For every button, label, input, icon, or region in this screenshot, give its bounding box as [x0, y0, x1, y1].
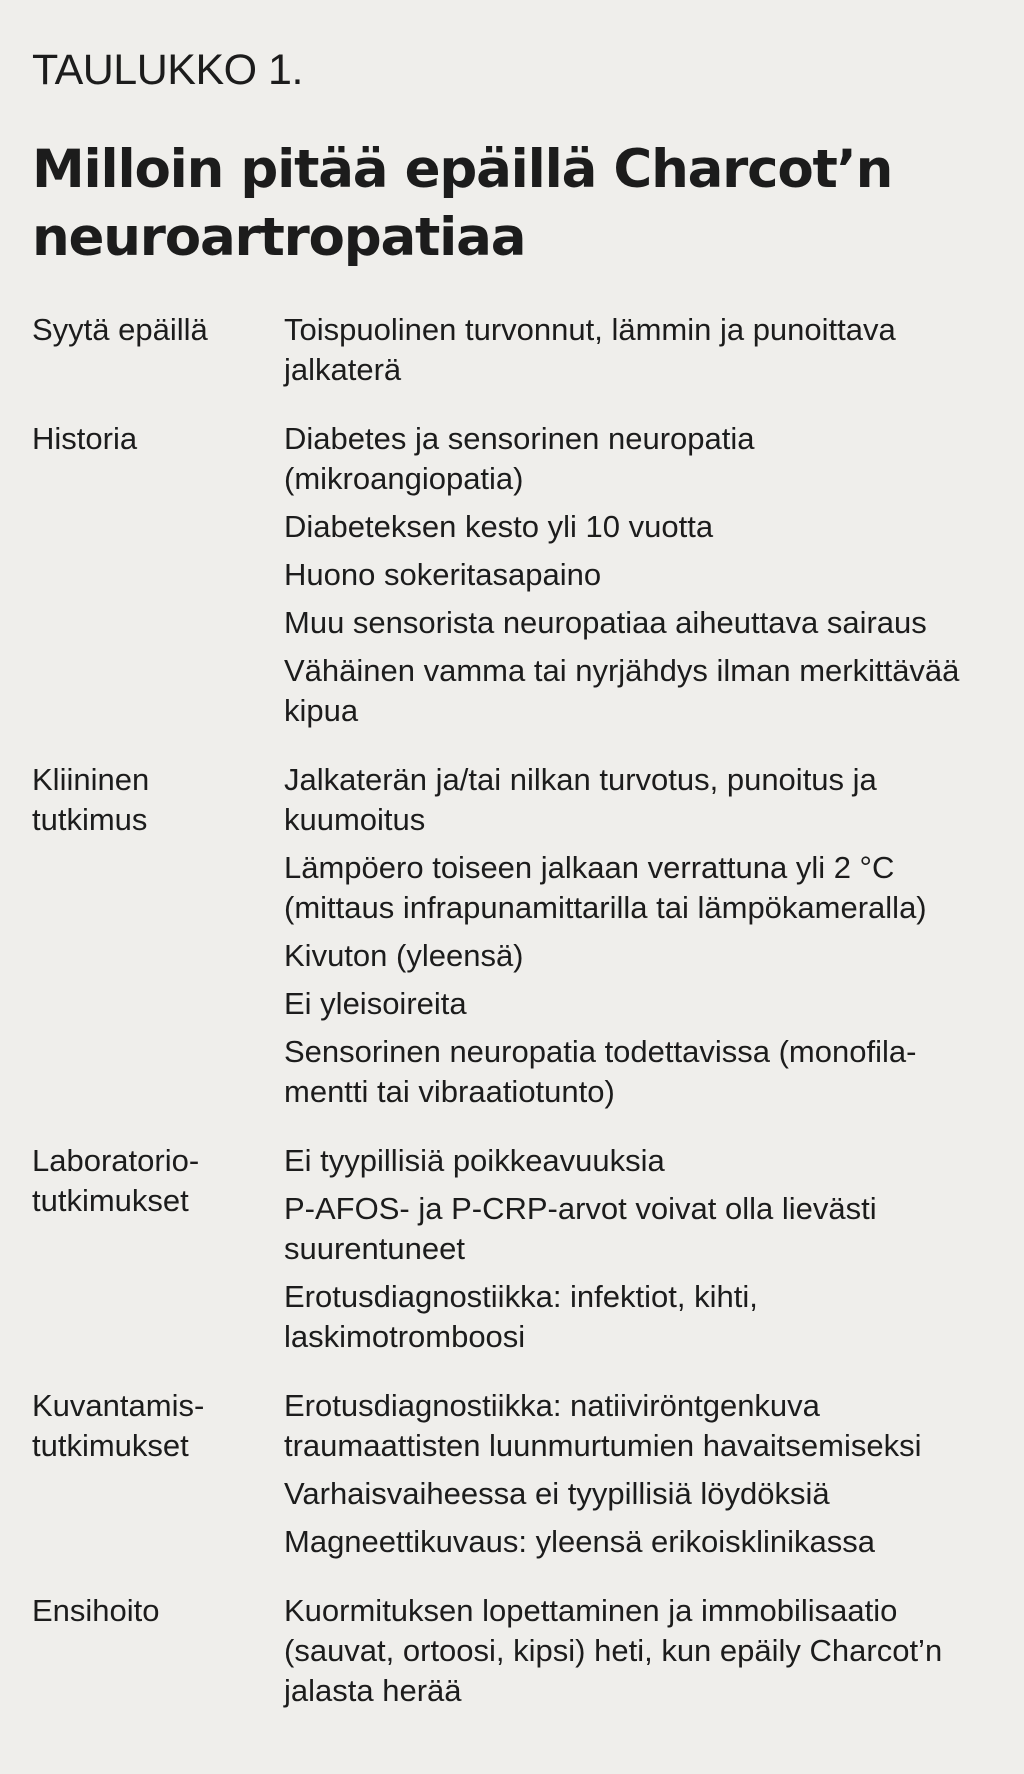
- row-item: Jalkaterän ja/tai nilkan turvotus, punoitus ja kuumoitus: [284, 762, 877, 837]
- row-item: Muu sensorista neuropatiaa aiheuttava sairaus: [284, 605, 927, 640]
- row-item: Varhaisvaiheessa ei tyypillisiä löydöksiä: [284, 1476, 830, 1511]
- row-item: Diabetes ja sensorinen neuropatia (mikroangiopatia): [284, 421, 755, 496]
- row-item: Ei tyypillisiä poikkeavuuksia: [284, 1143, 665, 1178]
- row-item: Magneettikuvaus: yleensä erikoisklinikassa: [284, 1524, 876, 1559]
- row-items: [284, 419, 996, 731]
- table-row: [32, 1386, 996, 1562]
- row-item: Lämpöero toiseen jalkaan verrattuna yli 2 °C (mittaus infrapunamittarilla tai lämpökameralla): [284, 850, 927, 925]
- row-item: Erotusdiagnostiikka: infektiot, kihti, laskimotromboosi: [284, 1279, 758, 1354]
- row-header: Kuvantamis- tutkimukset: [32, 1388, 205, 1463]
- table-title-line: neuroartropatiaa: [32, 207, 526, 268]
- row-items: [284, 1141, 996, 1357]
- row-item: Kivuton (yleensä): [284, 938, 524, 973]
- table-row: [32, 419, 996, 731]
- table-row: [32, 1591, 996, 1711]
- row-header: Laboratorio- tutkimukset: [32, 1143, 200, 1218]
- row-items: [284, 1591, 996, 1711]
- row-header: Syytä epäillä: [32, 312, 208, 347]
- table-row: [32, 760, 996, 1112]
- row-item: Vähäinen vamma tai nyrjähdys ilman merkittävää kipua: [284, 653, 960, 728]
- table-body: [32, 310, 996, 1711]
- row-header: Ensihoito: [32, 1593, 160, 1628]
- table-title: [32, 136, 996, 272]
- row-item: Diabeteksen kesto yli 10 vuotta: [284, 509, 714, 544]
- row-items: [284, 310, 996, 390]
- row-item: P-AFOS- ja P-CRP-arvot voivat olla lievästi suurentuneet: [284, 1191, 877, 1266]
- row-item: Toispuolinen turvonnut, lämmin ja punoittava jalkaterä: [284, 312, 896, 387]
- row-items: [284, 1386, 996, 1562]
- row-item: Huono sokeritasapaino: [284, 557, 602, 592]
- table-row: [32, 1141, 996, 1357]
- table-row: [32, 310, 996, 390]
- row-items: [284, 760, 996, 1112]
- table-label: TAULUKKO 1.: [32, 46, 303, 94]
- row-item: Erotusdiagnostiikka: natiiviröntgenkuva traumaattisten luunmurtumien havaitsemiseksi: [284, 1388, 922, 1463]
- row-header: Kliininen tutkimus: [32, 762, 150, 837]
- row-item: Kuormituksen lopettaminen ja immobilisaatio (sauvat, ortoosi, kipsi) heti, kun epäily Charcot’n jalasta herää: [284, 1593, 943, 1708]
- table-title-line: Milloin pitää epäillä Charcot’n: [32, 139, 893, 200]
- row-header: Historia: [32, 421, 138, 456]
- row-item: Ei yleisoireita: [284, 986, 467, 1021]
- row-item: Sensorinen neuropatia todettavissa (monofila- mentti tai vibraatiotunto): [284, 1034, 917, 1109]
